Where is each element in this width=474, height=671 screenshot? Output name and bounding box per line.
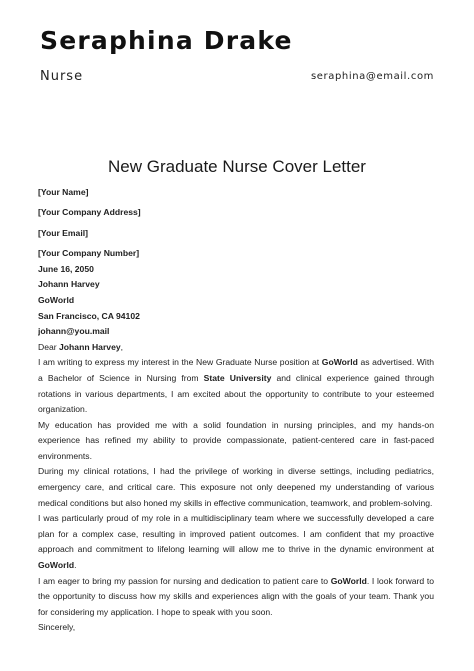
recipient-city: San Francisco, CA 94102: [38, 310, 140, 321]
greeting-suffix: ,: [120, 341, 124, 352]
paragraph-closing: I am eager to bring my passion for nursing and dedication to patient care to GoWorld. I look forward to the opportunity to discuss how my skills and experiences align with the goals of your team. Thank you for considering my application. I hope to speak with you soon.: [38, 575, 434, 617]
greeting-prefix: Dear: [38, 341, 60, 352]
greeting: [38, 340, 434, 356]
sender-company-address-placeholder: [Your Company Address]: [38, 207, 141, 218]
document-title: New Graduate Nurse Cover Letter: [108, 157, 366, 176]
recipient-company: GoWorld: [38, 294, 75, 305]
letter-body: [38, 185, 434, 636]
letter-date: June 16, 2050: [38, 263, 94, 274]
paragraph-teamwork: I was particularly proud of my role in a multidisciplinary team where we successfully developed a care plan for a complex case, resulting in improved patient outcomes. I am confident that my proactive approach and commitment to lifelong learning will allow me to thrive in the dynamic environment at GoWorld.: [38, 513, 434, 571]
recipient-name: Johann Harvey: [38, 279, 100, 290]
sender-company-number-placeholder: [Your Company Number]: [38, 248, 140, 259]
sender-name-placeholder: [Your Name]: [38, 187, 89, 197]
greeting-name: Johann Harvey: [59, 341, 121, 352]
paragraph-intro: I am writing to express my interest in the New Graduate Nurse position at GoWorld as advertised. With a Bachelor of Science in Nursing from State University and clinical experience gained through rotations in various departments, I am excited about the opportunity to contribute to your esteemed organization.: [38, 357, 435, 415]
recipient-email: johann@you.mail: [38, 326, 110, 337]
sender-email-placeholder: [Your Email]: [38, 227, 88, 238]
sender-name-heading: Seraphina Drake: [40, 26, 293, 55]
paragraph-education: My education has provided me with a solid foundation in nursing principles, and my hands-on experience has refined my ability to provide compassionate, patient-centered care in fast-paced environments.: [38, 419, 434, 461]
paragraph-clinical-rotations: During my clinical rotations, I had the privilege of working in diverse settings, including pediatrics, emergency care, and critical care. This exposure not only deepened my understanding of various medical conditions but also honed my skills in effective communication, teamwork, and problem-solving.: [38, 466, 434, 508]
sender-job-title: Nurse: [40, 69, 84, 84]
sender-email: seraphina@email.com: [310, 71, 434, 82]
closing-salutation: Sincerely,: [38, 622, 76, 633]
